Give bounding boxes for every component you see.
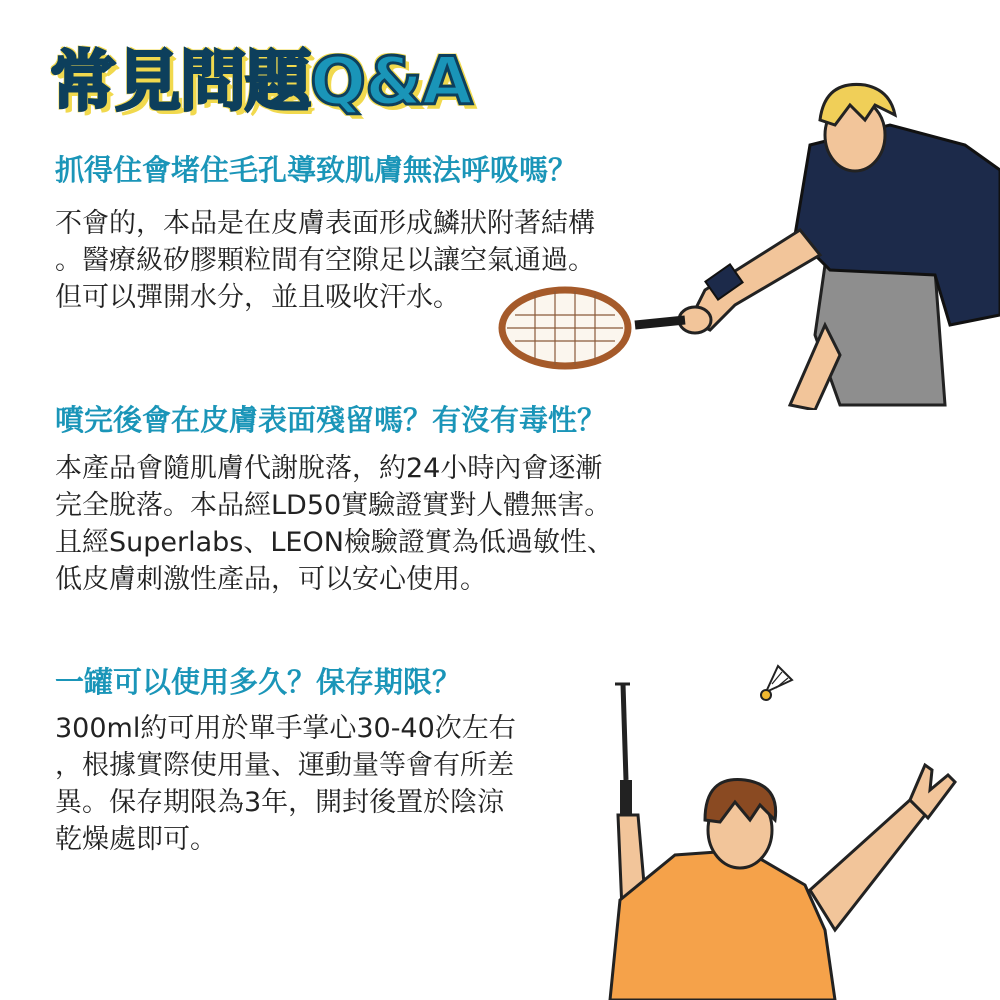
answer-line: 不會的，本品是在皮膚表面形成鱗狀附著結構 [55, 208, 595, 239]
faq-answer-2 [55, 450, 614, 598]
answer-line: 低皮膚刺激性產品，可以安心使用。 [55, 564, 487, 595]
answer-line: 乾燥處即可。 [55, 824, 217, 855]
answer-line: 且經Superlabs、LEON檢驗證實為低過敏性、 [55, 527, 614, 558]
answer-line: 完全脫落。本品經LD50實驗證實對人體無害。 [55, 490, 612, 521]
answer-line: 300ml約可用於單手掌心30-40次左右 [55, 713, 516, 744]
answer-line: 本產品會隨肌膚代謝脫落，約24小時內會逐漸 [55, 453, 603, 484]
faq-answer-3 [55, 710, 516, 858]
faq-question-3: 一罐可以使用多久？保存期限？ [55, 665, 462, 699]
faq-question-1: 抓得住會堵住毛孔導致肌膚無法呼吸嗎？ [55, 153, 578, 187]
tennis-player-illustration [495, 75, 1000, 410]
page-title: 常見問題Q&A [50, 43, 472, 120]
answer-line: 但可以彈開水分，並且吸收汗水。 [55, 282, 460, 313]
answer-line: 。醫療級矽膠顆粒間有空隙足以讓空氣通過。 [55, 245, 595, 276]
answer-line: ，根據實際使用量、運動量等會有所差 [55, 750, 514, 781]
badminton-player-illustration [580, 680, 980, 1000]
faq-question-2: 噴完後會在皮膚表面殘留嗎？有沒有毒性？ [55, 403, 607, 437]
answer-line: 異。保存期限為3年，開封後置於陰涼 [55, 787, 505, 818]
